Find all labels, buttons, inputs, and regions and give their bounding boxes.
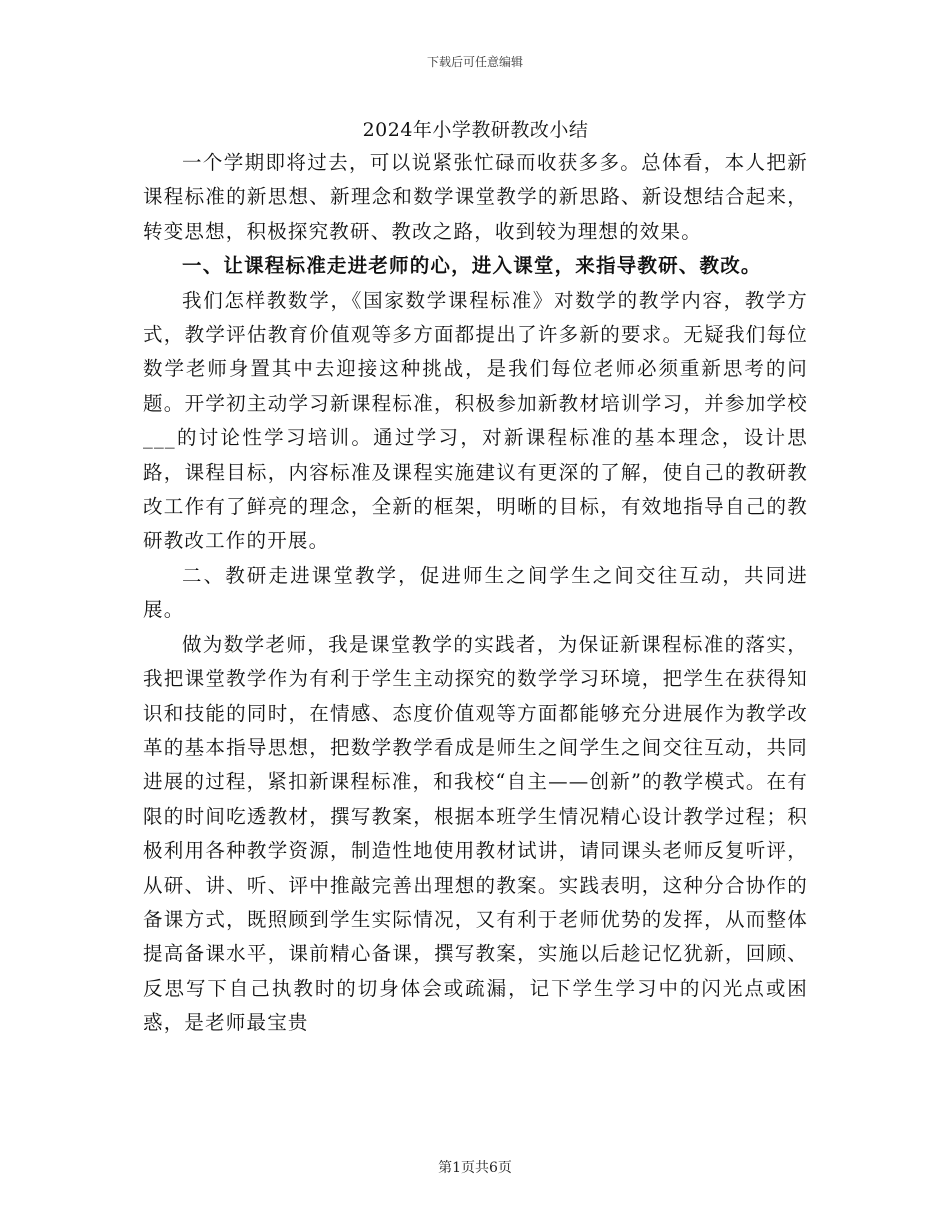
document-title: 2024年小学教研教改小结: [362, 119, 589, 141]
section-2-paragraph: 做为数学老师，我是课堂教学的实践者，为保证新课程标准的落实，我把课堂教学作为有利于学生主动探究的数学学习环境，把学生在获得知识和技能的同时，在情感、态度价值观等方面都能够充分进展作为教学改革的基本指导思想，把数学教学看成是师生之间学生之间交往互动，共同进展的过程，紧扣新课程标准，和我校“自主——创新”的教学模式。在有限的时间吃透教材，撰写教案，根据本班学生情况精心设计教学过程；积极利用各种教学资源，制造性地使用教材试讲，请同课头老师反复听评，从研、讲、听、评中推敲完善出理想的教案。实践表明，这种分合协作的备课方式，既照顾到学生实际情况，又有利于老师优势的发挥，从而整体提高备课水平，课前精心备课，撰写教案，实施以后趁记忆犹新，回顾、反思写下自己执教时的切身体会或疏漏，记下学生学习中的闪光点或困惑，是老师最宝贵: [143, 632, 808, 1035]
section-1-paragraph: 我们怎样教数学，《国家数学课程标准》对数学的教学内容，教学方式，教学评估教育价值观等多方面都提出了许多新的要求。无疑我们每位数学老师身置其中去迎接这种挑战，是我们每位老师必须重新思考的问题。开学初主动学习新课程标准，积极参加新教材培训学习，并参加学校___的讨论性学习培训。通过学习，对新课程标准的基本理念，设计思路，课程目标，内容标准及课程实施建议有更深的了解，使自己的教研教改工作有了鲜亮的理念，全新的框架，明晰的目标，有效地指导自己的教研教改工作的开展。: [143, 288, 808, 553]
document-body: [143, 114, 808, 1041]
page-footer: 第1页共6页: [438, 1160, 512, 1176]
section-heading-1: 一、让课程标准走进老师的心，进入课堂，来指导教研、教改。: [182, 254, 762, 278]
section-heading-2: 二、教研走进课堂教学，促进师生之间学生之间交往互动，共同进展。: [143, 563, 808, 622]
header-note: 下载后可任意编辑: [426, 55, 523, 69]
intro-paragraph: 一个学期即将过去，可以说紧张忙碌而收获多多。总体看，本人把新课程标准的新思想、新理念和数学课堂教学的新思路、新设想结合起来，转变思想，积极探究教研、教改之路，收到较为理想的效果。: [143, 151, 808, 243]
